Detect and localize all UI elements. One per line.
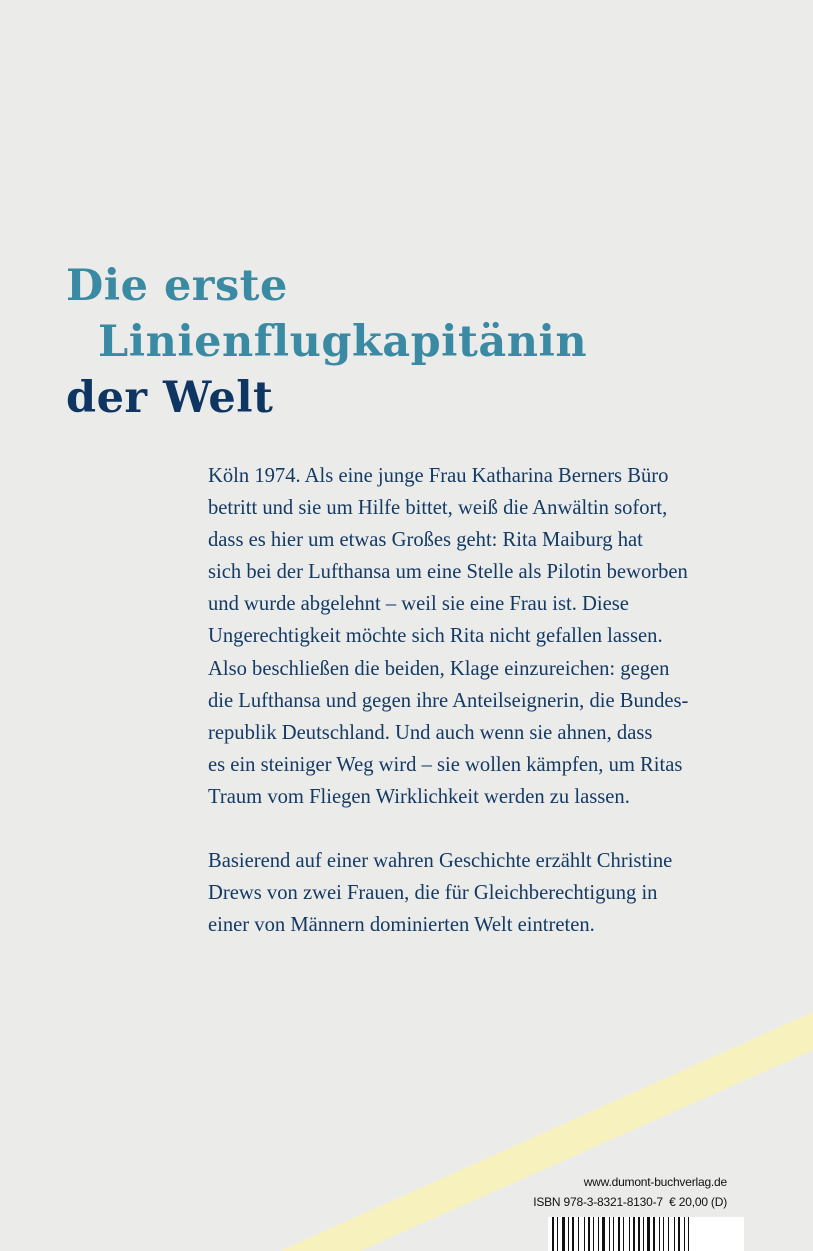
blurb-text bbox=[208, 460, 768, 941]
blurb-line: und wurde abgelehnt – weil sie eine Frau ist. Diese bbox=[208, 593, 629, 616]
blurb-paragraph-1 bbox=[208, 460, 768, 813]
title-line-2: Linienflugkapitänin bbox=[98, 317, 588, 367]
blurb-line: republik Deutschland. Und auch wenn sie ahnen, dass bbox=[208, 721, 653, 744]
blurb-line: Köln 1974. Als eine junge Frau Katharina Berners Büro bbox=[208, 465, 669, 487]
blurb-line: Traum vom Fliegen Wirklichkeit werden zu lassen. bbox=[208, 785, 630, 808]
blurb-line: dass es hier um etwas Großes geht: Rita Maiburg hat bbox=[208, 529, 643, 552]
blurb-line: sich bei der Lufthansa um eine Stelle als Pilotin beworben bbox=[208, 561, 688, 584]
blurb-line: betritt und sie um Hilfe bittet, weiß die Anwältin sofort, bbox=[208, 497, 668, 520]
blurb-line: Also beschließen die beiden, Klage einzureichen: gegen bbox=[208, 657, 670, 680]
isbn: ISBN 978-3-8321-8130-7 bbox=[533, 1195, 663, 1209]
blurb-line: Basierend auf einer wahren Geschichte erzählt Christine bbox=[208, 850, 673, 873]
blurb-line: es ein steiniger Weg wird – sie wollen kämpfen, um Ritas bbox=[208, 753, 683, 776]
title-line-1: Die erste bbox=[66, 261, 288, 311]
blurb-paragraph-2 bbox=[208, 845, 768, 941]
book-title bbox=[66, 258, 587, 426]
publisher-website: www.dumont-buchverlag.de bbox=[583, 1175, 727, 1189]
price: € 20,00 (D) bbox=[669, 1195, 727, 1209]
blurb-line: die Lufthansa und gegen ihre Anteilseignerin, die Bundes- bbox=[208, 689, 689, 712]
isbn-price-line bbox=[533, 1192, 727, 1212]
blurb-line: Drews von zwei Frauen, die für Gleichberechtigung in bbox=[208, 882, 658, 905]
title-line-3: der Welt bbox=[66, 373, 274, 423]
blurb-line: einer von Männern dominierten Welt eintreten. bbox=[208, 914, 595, 937]
publisher-imprint bbox=[533, 1172, 727, 1212]
blurb-line: Ungerechtigkeit möchte sich Rita nicht gefallen lassen. bbox=[208, 625, 663, 648]
barcode bbox=[548, 1217, 744, 1251]
